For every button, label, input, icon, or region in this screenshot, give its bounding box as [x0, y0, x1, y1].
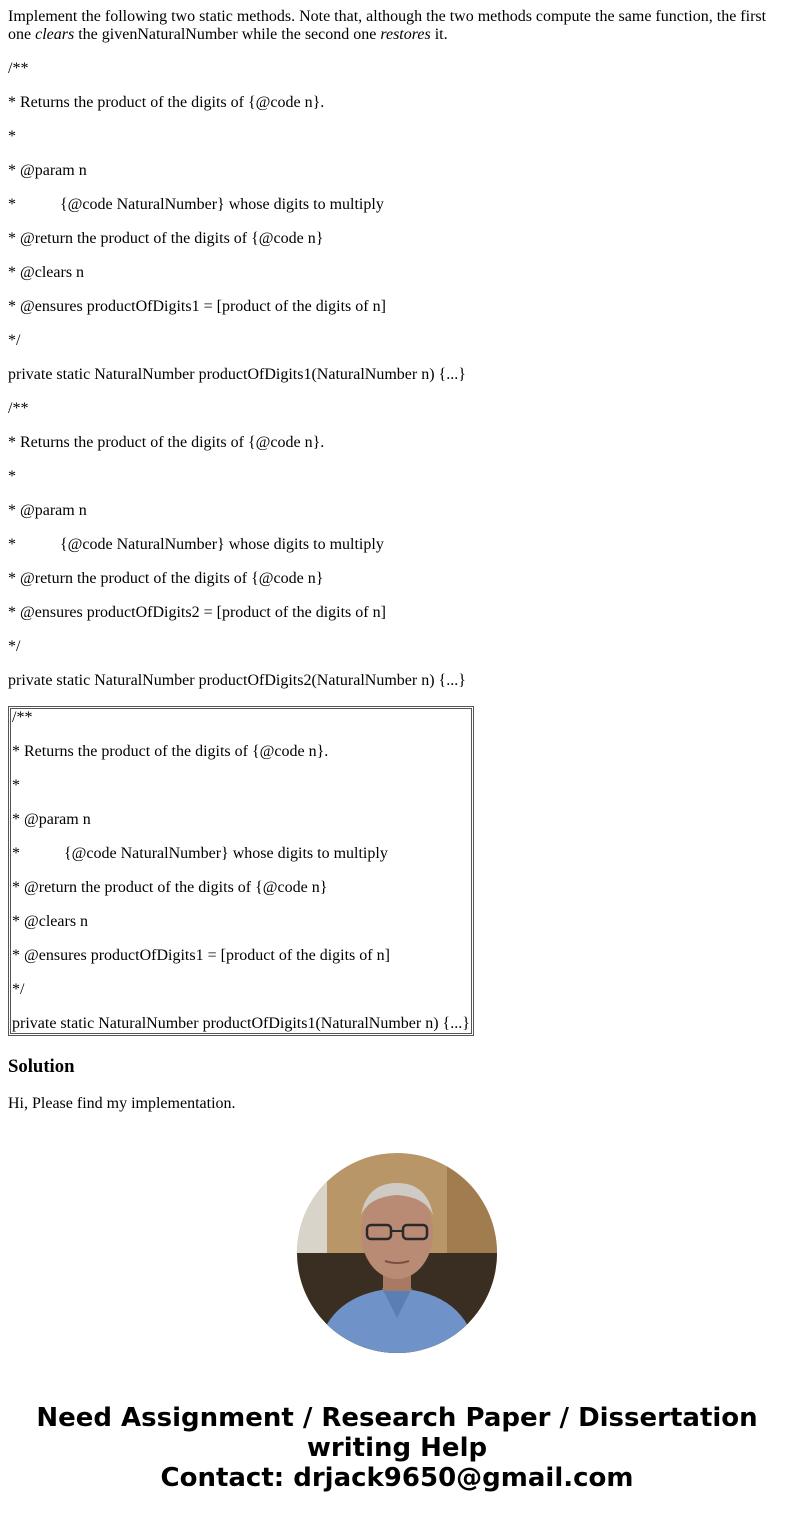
method2-line: *	[8, 468, 16, 485]
intro-paragraph	[8, 8, 778, 44]
method1-block	[8, 60, 786, 384]
method2-signature: private static NaturalNumber productOfDigits2(NaturalNumber n) {...}	[8, 672, 466, 689]
method1-line: /**	[8, 60, 29, 77]
method1-line: * @ensures productOfDigits1 = [product of the digits of n]	[8, 298, 386, 315]
boxed-line: * @return the product of the digits of {@code n}	[12, 879, 328, 896]
method2-line: * @return the product of the digits of {@code n}	[8, 570, 324, 587]
intro-text-1: Implement the following two static methods. Note that, although the two methods compute the same function, the first one	[8, 8, 767, 43]
method1-line: */	[8, 332, 21, 349]
method1-line: * @return the product of the digits of {@code n}	[8, 230, 324, 247]
intro-emphasis-restores: restores	[380, 26, 431, 43]
boxed-line: * @ensures productOfDigits1 = [product of the digits of n]	[12, 947, 390, 964]
author-avatar	[297, 1153, 497, 1353]
promo-banner	[0, 1403, 794, 1493]
boxed-code-table	[8, 706, 474, 1036]
method1-line: * Returns the product of the digits of {@code n}.	[8, 94, 325, 111]
boxed-line: * @param n	[12, 811, 91, 828]
boxed-line: /**	[12, 709, 33, 726]
boxed-line: * Returns the product of the digits of {@code n}.	[12, 743, 329, 760]
promo-line-2: writing Help	[306, 1433, 488, 1463]
boxed-line: * @clears n	[12, 913, 89, 930]
boxed-line: * {@code NaturalNumber} whose digits to multiply	[12, 845, 388, 862]
method1-line: * {@code NaturalNumber} whose digits to multiply	[8, 196, 384, 213]
promo-line-1: Need Assignment / Research Paper / Dissertation	[36, 1403, 758, 1433]
promo-contact: Contact: drjack9650@gmail.com	[160, 1463, 634, 1493]
solution-text: Hi, Please find my implementation.	[8, 1095, 236, 1112]
method2-line: * @ensures productOfDigits2 = [product of the digits of n]	[8, 604, 386, 621]
method2-line: * Returns the product of the digits of {@code n}.	[8, 434, 325, 451]
boxed-line: *	[12, 777, 20, 794]
method2-line: */	[8, 638, 21, 655]
method1-line: *	[8, 128, 16, 145]
method2-line: * @param n	[8, 502, 87, 519]
solution-heading: Solution	[8, 1056, 75, 1077]
avatar-portrait-illustration	[297, 1153, 497, 1353]
intro-text-2: the givenNaturalNumber while the second one	[74, 26, 381, 43]
method2-line: * {@code NaturalNumber} whose digits to multiply	[8, 536, 384, 553]
boxed-line: */	[12, 981, 25, 998]
method1-line: * @param n	[8, 162, 87, 179]
method2-line: /**	[8, 400, 29, 417]
boxed-code-cell	[10, 708, 472, 1034]
boxed-signature: private static NaturalNumber productOfDigits1(NaturalNumber n) {...}	[12, 1015, 470, 1032]
method1-signature: private static NaturalNumber productOfDigits1(NaturalNumber n) {...}	[8, 366, 466, 383]
method2-block	[8, 400, 786, 690]
intro-text-3: it.	[430, 26, 448, 43]
intro-emphasis-clears: clears	[35, 26, 75, 43]
method1-line: * @clears n	[8, 264, 85, 281]
